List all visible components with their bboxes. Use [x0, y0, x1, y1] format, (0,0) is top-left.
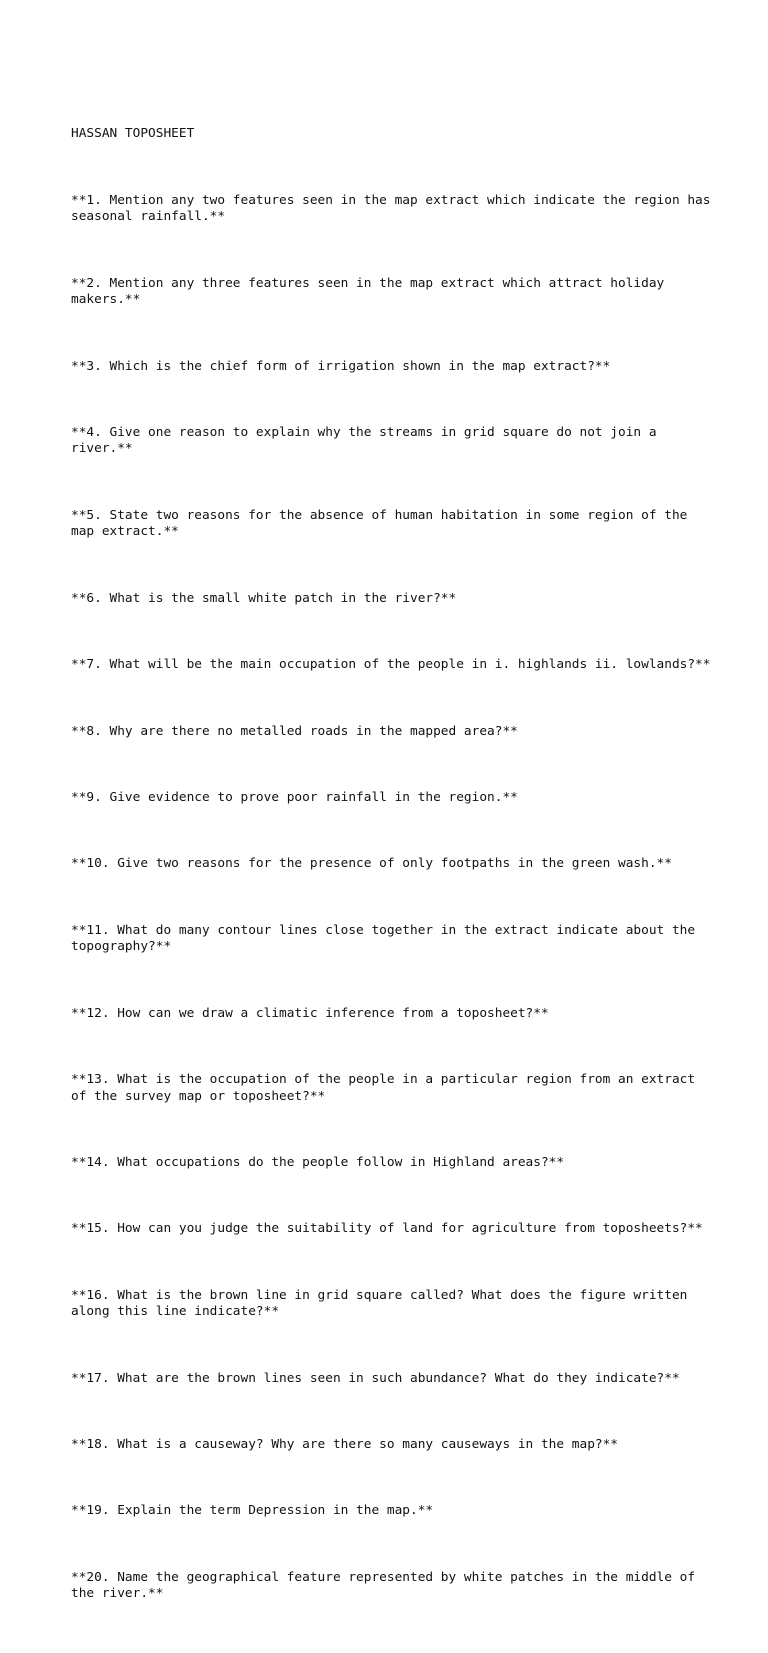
question-1: **1. Mention any two features seen in the map extract which indicate the region has seasonal rainfall.** — [71, 192, 719, 225]
question-15: **15. How can you judge the suitability of land for agriculture from toposheets?** — [71, 1221, 703, 1237]
question-6: **6. What is the small white patch in the river?** — [71, 590, 457, 606]
question-19: **19. Explain the term Depression in the map.** — [71, 1503, 434, 1519]
question-10: **10. Give two reasons for the presence of only footpaths in the green wash.** — [71, 856, 672, 872]
question-14: **14. What occupations do the people follow in Highland areas?** — [71, 1155, 565, 1170]
question-7: **7. What will be the main occupation of the people in i. highlands ii. lowlands?** — [71, 657, 711, 673]
question-16: **16. What is the brown line in grid square called? What does the figure written along this line indicate?** — [71, 1287, 696, 1320]
question-2: **2. Mention any three features seen in the map extract which attract holiday makers.** — [71, 275, 672, 308]
question-3: **3. Which is the chief form of irrigation shown in the map extract?** — [71, 358, 611, 374]
question-12: **12. How can we draw a climatic inference from a toposheet?** — [71, 1005, 549, 1021]
document-title: HASSAN TOPOSHEET — [71, 126, 195, 142]
question-8: **8. Why are there no metalled roads in the mapped area?** — [71, 723, 518, 739]
question-20: **20. Name the geographical feature represented by white patches in the middle of the river.** — [71, 1569, 703, 1602]
question-4: **4. Give one reason to explain why the streams in grid square do not join a river.** — [71, 424, 665, 457]
question-9: **9. Give evidence to prove poor rainfall in the region.** — [71, 789, 518, 805]
question-18: **18. What is a causeway? Why are there so many causeways in the map?** — [71, 1437, 619, 1453]
document-body — [71, 93, 719, 1653]
question-13: **13. What is the occupation of the people in a particular region from an extract of the survey map or toposheet?** — [71, 1072, 703, 1104]
question-5: **5. State two reasons for the absence of human habitation in some region of the map extract.** — [71, 507, 696, 540]
question-11: **11. What do many contour lines close together in the extract indicate about the topography?** — [71, 922, 703, 955]
question-17: **17. What are the brown lines seen in such abundance? What do they indicate?** — [71, 1370, 680, 1386]
